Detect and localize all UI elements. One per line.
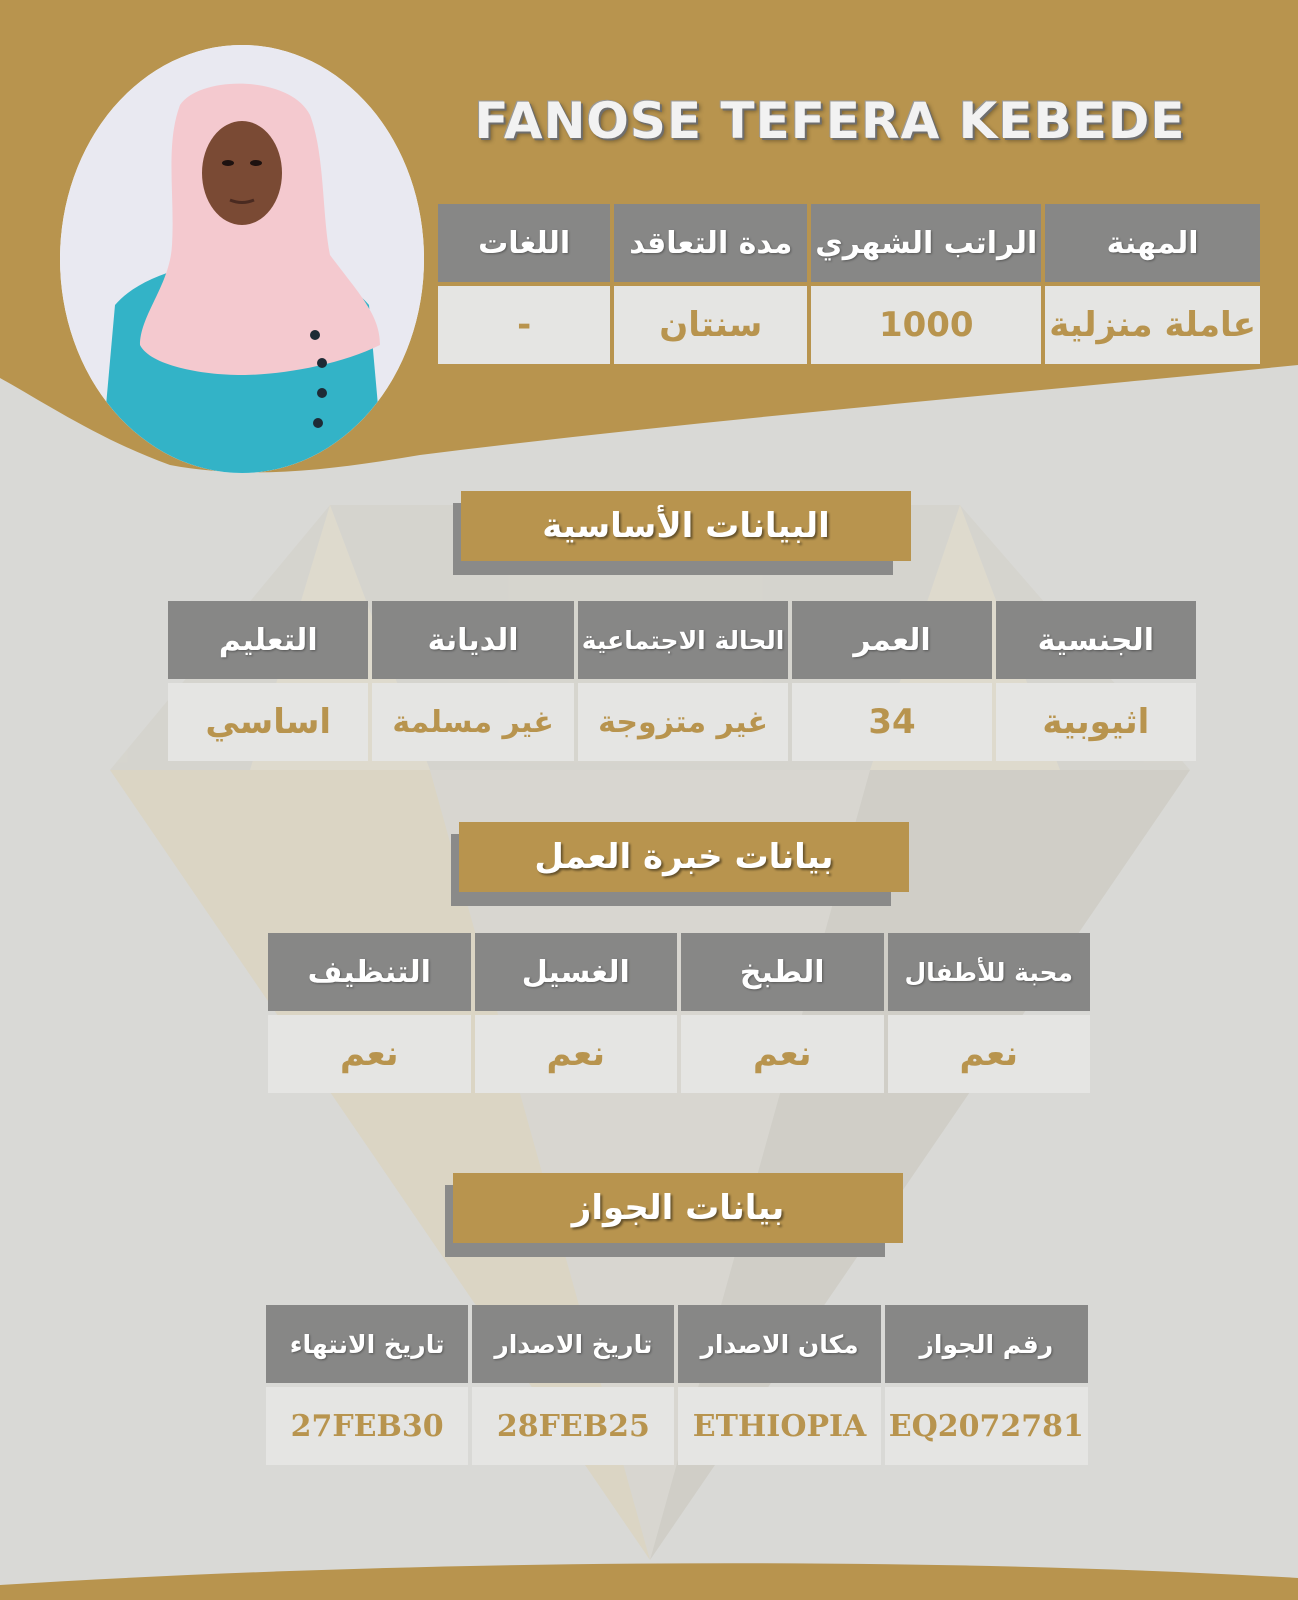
basic-section-banner [461, 491, 911, 563]
value-profession: عاملة منزلية [1045, 286, 1260, 364]
value-nationality: اثيوبية [996, 683, 1196, 761]
basic-table [164, 597, 1200, 765]
header-monthly-salary: الراتب الشهري [811, 204, 1041, 282]
experience-section-title: بيانات خبرة العمل [459, 822, 909, 892]
experience-table [264, 929, 1094, 1097]
header-marital-status: الحالة الاجتماعية [578, 601, 789, 679]
experience-section-banner [459, 822, 909, 894]
portrait-photo-icon [60, 45, 424, 473]
value-languages: - [438, 286, 610, 364]
header-religion: الديانة [372, 601, 573, 679]
header-passport-number: رقم الجواز [885, 1305, 1088, 1383]
header-languages: اللغات [438, 204, 610, 282]
value-marital-status: غير متزوجة [578, 683, 789, 761]
candidate-name: FANOSE TEFERA KEBEDE [474, 92, 1186, 150]
table-header-row [266, 1305, 1088, 1383]
header-issue-date: تاريخ الاصدار [472, 1305, 674, 1383]
job-table [434, 200, 1264, 368]
value-issue-date: 28FEB25 [472, 1387, 674, 1465]
header-expiry-date: تاريخ الانتهاء [266, 1305, 468, 1383]
table-header-row [168, 601, 1196, 679]
value-passport-number: EQ2072781 [885, 1387, 1088, 1465]
passport-section-title: بيانات الجواز [453, 1173, 903, 1243]
table-row [168, 683, 1196, 761]
value-expiry-date: 27FEB30 [266, 1387, 468, 1465]
value-loves-children: نعم [888, 1015, 1091, 1093]
value-issue-place: ETHIOPIA [678, 1387, 880, 1465]
value-cooking: نعم [681, 1015, 884, 1093]
header-cooking: الطبخ [681, 933, 884, 1011]
value-education: اساسي [168, 683, 368, 761]
header-washing: الغسيل [475, 933, 678, 1011]
value-monthly-salary: 1000 [811, 286, 1041, 364]
table-row [268, 1015, 1090, 1093]
candidate-photo [60, 45, 424, 473]
table-header-row [438, 204, 1260, 282]
value-religion: غير مسلمة [372, 683, 573, 761]
header-issue-place: مكان الاصدار [678, 1305, 880, 1383]
passport-table [262, 1301, 1092, 1469]
table-row [266, 1387, 1088, 1465]
table-header-row [268, 933, 1090, 1011]
value-washing: نعم [475, 1015, 678, 1093]
basic-section-title: البيانات الأساسية [461, 491, 911, 561]
header-loves-children: محبة للأطفال [888, 933, 1091, 1011]
passport-section-banner [453, 1173, 903, 1245]
header-contract-duration: مدة التعاقد [614, 204, 807, 282]
header-profession: المهنة [1045, 204, 1260, 282]
header-cleaning: التنظيف [268, 933, 471, 1011]
value-age: 34 [792, 683, 991, 761]
table-row [438, 286, 1260, 364]
header-nationality: الجنسية [996, 601, 1196, 679]
value-cleaning: نعم [268, 1015, 471, 1093]
header-education: التعليم [168, 601, 368, 679]
value-contract-duration: سنتان [614, 286, 807, 364]
header-age: العمر [792, 601, 991, 679]
